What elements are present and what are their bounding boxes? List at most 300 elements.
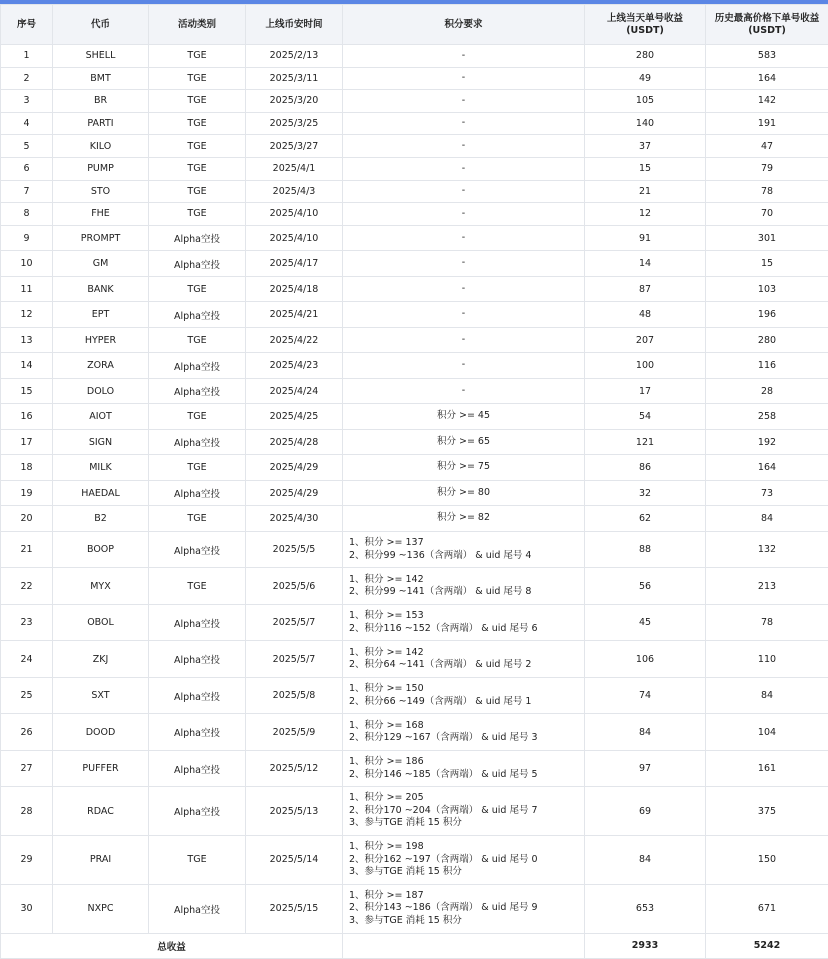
header-requirement: 积分要求: [343, 5, 585, 45]
cell-day-profit: 45: [585, 604, 706, 641]
cell-list-time: 2025/2/13: [246, 45, 343, 68]
cell-token: SHELL: [53, 45, 149, 68]
cell-type: TGE: [149, 568, 246, 605]
cell-type: TGE: [149, 67, 246, 90]
cell-requirement: [343, 506, 585, 532]
cell-list-time: 2025/3/27: [246, 135, 343, 158]
requirement-line: -: [345, 117, 582, 130]
cell-day-profit: 49: [585, 67, 706, 90]
cell-type: TGE: [149, 836, 246, 885]
cell-token: AIOT: [53, 404, 149, 430]
cell-index: 23: [1, 604, 53, 641]
requirement-line: 1、积分 >= 137: [349, 537, 582, 550]
total-label: 总收益: [1, 933, 343, 958]
cell-index: 1: [1, 45, 53, 68]
cell-index: 21: [1, 531, 53, 568]
cell-requirement: [343, 327, 585, 353]
cell-list-time: 2025/5/8: [246, 677, 343, 714]
cell-index: 11: [1, 276, 53, 302]
table-row: [1, 327, 828, 353]
requirement-line: 1、积分 >= 205: [349, 792, 582, 805]
requirement-line: 2、积分146 ~185（含两端） & uid 尾号 5: [349, 769, 582, 782]
requirement-line: 3、参与TGE 消耗 15 积分: [349, 915, 582, 928]
table-row: [1, 90, 828, 113]
cell-list-time: 2025/4/28: [246, 429, 343, 455]
cell-type: TGE: [149, 135, 246, 158]
cell-token: PRAI: [53, 836, 149, 885]
cell-token: EPT: [53, 302, 149, 328]
cell-max-profit: 164: [706, 455, 828, 481]
cell-max-profit: 103: [706, 276, 828, 302]
cell-type: Alpha空投: [149, 353, 246, 379]
cell-list-time: 2025/5/14: [246, 836, 343, 885]
cell-requirement: [343, 568, 585, 605]
cell-token: BOOP: [53, 531, 149, 568]
requirement-line: 1、积分 >= 186: [349, 756, 582, 769]
table-header-row: [1, 5, 828, 45]
cell-list-time: 2025/4/10: [246, 225, 343, 251]
table-row: [1, 276, 828, 302]
cell-type: TGE: [149, 276, 246, 302]
requirement-line: 1、积分 >= 142: [349, 647, 582, 660]
cell-index: 8: [1, 203, 53, 226]
requirement-line: 2、积分99 ~141（含两端） & uid 尾号 8: [349, 586, 582, 599]
cell-type: Alpha空投: [149, 787, 246, 836]
table-row: [1, 157, 828, 180]
header-day-profit-line2: (USDT): [587, 25, 703, 37]
requirement-line: 1、积分 >= 198: [349, 841, 582, 854]
cell-requirement: [343, 251, 585, 277]
cell-requirement: [343, 455, 585, 481]
cell-requirement: [343, 276, 585, 302]
cell-type: Alpha空投: [149, 302, 246, 328]
cell-list-time: 2025/4/18: [246, 276, 343, 302]
cell-day-profit: 48: [585, 302, 706, 328]
cell-index: 14: [1, 353, 53, 379]
cell-index: 6: [1, 157, 53, 180]
cell-index: 15: [1, 378, 53, 404]
table-row: [1, 455, 828, 481]
table-row: [1, 404, 828, 430]
requirement-line: -: [345, 208, 582, 221]
cell-token: FHE: [53, 203, 149, 226]
cell-day-profit: 12: [585, 203, 706, 226]
requirement-line: -: [345, 232, 582, 245]
cell-list-time: 2025/4/21: [246, 302, 343, 328]
cell-list-time: 2025/5/15: [246, 884, 343, 933]
cell-list-time: 2025/5/6: [246, 568, 343, 605]
cell-requirement: [343, 67, 585, 90]
cell-max-profit: 150: [706, 836, 828, 885]
cell-index: 26: [1, 714, 53, 751]
cell-day-profit: 97: [585, 750, 706, 787]
cell-list-time: 2025/4/17: [246, 251, 343, 277]
table-row: [1, 225, 828, 251]
cell-list-time: 2025/4/10: [246, 203, 343, 226]
header-day-profit-line1: 上线当天单号收益: [587, 13, 703, 25]
cell-type: TGE: [149, 404, 246, 430]
cell-max-profit: 375: [706, 787, 828, 836]
cell-list-time: 2025/5/7: [246, 604, 343, 641]
cell-day-profit: 86: [585, 455, 706, 481]
requirement-line: -: [345, 140, 582, 153]
cell-requirement: [343, 750, 585, 787]
cell-day-profit: 140: [585, 112, 706, 135]
table-row: [1, 836, 828, 885]
cell-list-time: 2025/4/24: [246, 378, 343, 404]
cell-max-profit: 15: [706, 251, 828, 277]
cell-day-profit: 88: [585, 531, 706, 568]
cell-requirement: [343, 714, 585, 751]
requirement-line: -: [345, 359, 582, 372]
cell-list-time: 2025/4/29: [246, 480, 343, 506]
cell-list-time: 2025/5/9: [246, 714, 343, 751]
requirement-line: 1、积分 >= 187: [349, 890, 582, 903]
table-row: [1, 714, 828, 751]
table-row: [1, 112, 828, 135]
header-day-profit: [585, 5, 706, 45]
cell-max-profit: 196: [706, 302, 828, 328]
cell-requirement: [343, 112, 585, 135]
total-requirement-cell: [343, 933, 585, 958]
table-row: [1, 604, 828, 641]
cell-requirement: [343, 45, 585, 68]
cell-max-profit: 164: [706, 67, 828, 90]
cell-type: Alpha空投: [149, 884, 246, 933]
cell-token: PUFFER: [53, 750, 149, 787]
cell-index: 12: [1, 302, 53, 328]
cell-day-profit: 32: [585, 480, 706, 506]
cell-index: 3: [1, 90, 53, 113]
cell-token: PUMP: [53, 157, 149, 180]
cell-list-time: 2025/4/23: [246, 353, 343, 379]
cell-type: Alpha空投: [149, 677, 246, 714]
cell-day-profit: 87: [585, 276, 706, 302]
cell-token: HAEDAL: [53, 480, 149, 506]
cell-requirement: [343, 302, 585, 328]
cell-day-profit: 100: [585, 353, 706, 379]
cell-type: TGE: [149, 180, 246, 203]
cell-token: STO: [53, 180, 149, 203]
cell-type: TGE: [149, 90, 246, 113]
cell-max-profit: 301: [706, 225, 828, 251]
requirement-line: 2、积分129 ~167（含两端） & uid 尾号 3: [349, 732, 582, 745]
table-row: [1, 531, 828, 568]
requirement-line: -: [345, 334, 582, 347]
cell-token: PARTI: [53, 112, 149, 135]
cell-index: 30: [1, 884, 53, 933]
cell-max-profit: 78: [706, 604, 828, 641]
cell-day-profit: 17: [585, 378, 706, 404]
header-max-profit-line1: 历史最高价格下单号收益: [708, 13, 826, 25]
cell-requirement: [343, 378, 585, 404]
requirement-line: 积分 >= 45: [345, 410, 582, 423]
requirement-line: -: [345, 308, 582, 321]
cell-index: 10: [1, 251, 53, 277]
table-row: [1, 884, 828, 933]
cell-list-time: 2025/3/20: [246, 90, 343, 113]
cell-requirement: [343, 353, 585, 379]
cell-max-profit: 192: [706, 429, 828, 455]
cell-token: BR: [53, 90, 149, 113]
cell-type: TGE: [149, 455, 246, 481]
table-body: [1, 45, 828, 934]
requirement-line: -: [345, 50, 582, 63]
requirement-line: 2、积分170 ~204（含两端） & uid 尾号 7: [349, 805, 582, 818]
requirement-line: -: [345, 163, 582, 176]
cell-type: TGE: [149, 112, 246, 135]
requirement-line: 2、积分162 ~197（含两端） & uid 尾号 0: [349, 854, 582, 867]
cell-day-profit: 106: [585, 641, 706, 678]
cell-list-time: 2025/4/22: [246, 327, 343, 353]
cell-token: SIGN: [53, 429, 149, 455]
requirement-line: 3、参与TGE 消耗 15 积分: [349, 817, 582, 830]
cell-type: Alpha空投: [149, 641, 246, 678]
requirement-line: -: [345, 95, 582, 108]
cell-day-profit: 105: [585, 90, 706, 113]
cell-type: Alpha空投: [149, 429, 246, 455]
requirement-line: 1、积分 >= 153: [349, 610, 582, 623]
requirement-line: 积分 >= 65: [345, 436, 582, 449]
total-day-profit: 2933: [585, 933, 706, 958]
cell-requirement: [343, 531, 585, 568]
cell-max-profit: 70: [706, 203, 828, 226]
table-row: [1, 480, 828, 506]
requirement-line: 2、积分143 ~186（含两端） & uid 尾号 9: [349, 902, 582, 915]
cell-type: Alpha空投: [149, 750, 246, 787]
header-list-time: 上线币安时间: [246, 5, 343, 45]
requirement-line: 2、积分99 ~136（含两端） & uid 尾号 4: [349, 550, 582, 563]
cell-max-profit: 583: [706, 45, 828, 68]
cell-requirement: [343, 135, 585, 158]
table-row: [1, 135, 828, 158]
cell-index: 29: [1, 836, 53, 885]
airdrop-table: [0, 4, 828, 959]
cell-list-time: 2025/4/25: [246, 404, 343, 430]
cell-day-profit: 21: [585, 180, 706, 203]
cell-token: MYX: [53, 568, 149, 605]
cell-max-profit: 84: [706, 506, 828, 532]
requirement-line: 1、积分 >= 150: [349, 683, 582, 696]
cell-index: 9: [1, 225, 53, 251]
requirement-line: -: [345, 72, 582, 85]
cell-token: DOLO: [53, 378, 149, 404]
cell-index: 27: [1, 750, 53, 787]
cell-day-profit: 62: [585, 506, 706, 532]
cell-day-profit: 91: [585, 225, 706, 251]
cell-requirement: [343, 677, 585, 714]
cell-token: NXPC: [53, 884, 149, 933]
table-row: [1, 568, 828, 605]
cell-index: 19: [1, 480, 53, 506]
cell-requirement: [343, 404, 585, 430]
cell-day-profit: 653: [585, 884, 706, 933]
table-row: [1, 353, 828, 379]
cell-day-profit: 37: [585, 135, 706, 158]
cell-requirement: [343, 225, 585, 251]
cell-requirement: [343, 641, 585, 678]
table-row: [1, 302, 828, 328]
cell-list-time: 2025/5/13: [246, 787, 343, 836]
cell-list-time: 2025/5/7: [246, 641, 343, 678]
cell-token: GM: [53, 251, 149, 277]
cell-day-profit: 207: [585, 327, 706, 353]
cell-token: MILK: [53, 455, 149, 481]
header-max-profit: [706, 5, 828, 45]
header-max-profit-line2: (USDT): [708, 25, 826, 37]
cell-type: TGE: [149, 157, 246, 180]
cell-day-profit: 54: [585, 404, 706, 430]
table-row: [1, 180, 828, 203]
cell-day-profit: 74: [585, 677, 706, 714]
cell-type: Alpha空投: [149, 604, 246, 641]
cell-token: PROMPT: [53, 225, 149, 251]
cell-list-time: 2025/3/11: [246, 67, 343, 90]
cell-token: BANK: [53, 276, 149, 302]
table-row: [1, 429, 828, 455]
cell-max-profit: 132: [706, 531, 828, 568]
requirement-line: 3、参与TGE 消耗 15 积分: [349, 866, 582, 879]
table-row: [1, 677, 828, 714]
table-row: [1, 67, 828, 90]
cell-requirement: [343, 180, 585, 203]
cell-token: BMT: [53, 67, 149, 90]
requirement-line: 积分 >= 80: [345, 487, 582, 500]
requirement-line: -: [345, 257, 582, 270]
cell-max-profit: 258: [706, 404, 828, 430]
cell-max-profit: 671: [706, 884, 828, 933]
cell-max-profit: 84: [706, 677, 828, 714]
cell-index: 22: [1, 568, 53, 605]
cell-type: Alpha空投: [149, 251, 246, 277]
cell-index: 4: [1, 112, 53, 135]
requirement-line: 1、积分 >= 168: [349, 720, 582, 733]
cell-requirement: [343, 480, 585, 506]
cell-day-profit: 280: [585, 45, 706, 68]
table-row: [1, 787, 828, 836]
header-token: 代币: [53, 5, 149, 45]
requirement-line: 2、积分116 ~152（含两端） & uid 尾号 6: [349, 623, 582, 636]
cell-list-time: 2025/5/12: [246, 750, 343, 787]
cell-token: SXT: [53, 677, 149, 714]
cell-index: 2: [1, 67, 53, 90]
cell-list-time: 2025/4/1: [246, 157, 343, 180]
table-row: [1, 203, 828, 226]
cell-day-profit: 121: [585, 429, 706, 455]
total-row: [1, 933, 828, 958]
cell-list-time: 2025/4/30: [246, 506, 343, 532]
cell-index: 13: [1, 327, 53, 353]
cell-max-profit: 191: [706, 112, 828, 135]
cell-requirement: [343, 884, 585, 933]
cell-index: 17: [1, 429, 53, 455]
cell-type: TGE: [149, 506, 246, 532]
cell-type: Alpha空投: [149, 480, 246, 506]
cell-max-profit: 28: [706, 378, 828, 404]
cell-token: DOOD: [53, 714, 149, 751]
cell-token: ZKJ: [53, 641, 149, 678]
cell-list-time: 2025/4/3: [246, 180, 343, 203]
cell-max-profit: 161: [706, 750, 828, 787]
cell-token: ZORA: [53, 353, 149, 379]
cell-index: 18: [1, 455, 53, 481]
cell-type: TGE: [149, 327, 246, 353]
cell-token: RDAC: [53, 787, 149, 836]
cell-day-profit: 84: [585, 714, 706, 751]
table-row: [1, 251, 828, 277]
table-row: [1, 641, 828, 678]
cell-day-profit: 84: [585, 836, 706, 885]
table-row: [1, 45, 828, 68]
cell-index: 28: [1, 787, 53, 836]
requirement-line: -: [345, 385, 582, 398]
cell-list-time: 2025/4/29: [246, 455, 343, 481]
cell-max-profit: 213: [706, 568, 828, 605]
cell-type: TGE: [149, 45, 246, 68]
cell-token: OBOL: [53, 604, 149, 641]
cell-requirement: [343, 429, 585, 455]
cell-max-profit: 79: [706, 157, 828, 180]
requirement-line: 积分 >= 82: [345, 512, 582, 525]
requirement-line: 2、积分66 ~149（含两端） & uid 尾号 1: [349, 696, 582, 709]
cell-token: KILO: [53, 135, 149, 158]
cell-list-time: 2025/5/5: [246, 531, 343, 568]
cell-list-time: 2025/3/25: [246, 112, 343, 135]
cell-requirement: [343, 787, 585, 836]
cell-max-profit: 110: [706, 641, 828, 678]
cell-requirement: [343, 203, 585, 226]
cell-day-profit: 15: [585, 157, 706, 180]
cell-requirement: [343, 90, 585, 113]
cell-type: Alpha空投: [149, 714, 246, 751]
total-max-profit: 5242: [706, 933, 828, 958]
cell-token: B2: [53, 506, 149, 532]
cell-token: HYPER: [53, 327, 149, 353]
header-index: 序号: [1, 5, 53, 45]
cell-index: 25: [1, 677, 53, 714]
cell-max-profit: 78: [706, 180, 828, 203]
cell-max-profit: 280: [706, 327, 828, 353]
table-row: [1, 750, 828, 787]
cell-day-profit: 69: [585, 787, 706, 836]
cell-max-profit: 47: [706, 135, 828, 158]
cell-index: 24: [1, 641, 53, 678]
cell-max-profit: 142: [706, 90, 828, 113]
cell-max-profit: 116: [706, 353, 828, 379]
cell-type: TGE: [149, 203, 246, 226]
cell-requirement: [343, 836, 585, 885]
cell-type: Alpha空投: [149, 378, 246, 404]
requirement-line: -: [345, 185, 582, 198]
table-row: [1, 506, 828, 532]
cell-type: Alpha空投: [149, 531, 246, 568]
cell-max-profit: 73: [706, 480, 828, 506]
table-row: [1, 378, 828, 404]
cell-max-profit: 104: [706, 714, 828, 751]
requirement-line: 积分 >= 75: [345, 461, 582, 474]
cell-requirement: [343, 157, 585, 180]
cell-day-profit: 56: [585, 568, 706, 605]
requirement-line: 2、积分64 ~141（含两端） & uid 尾号 2: [349, 659, 582, 672]
cell-type: Alpha空投: [149, 225, 246, 251]
cell-day-profit: 14: [585, 251, 706, 277]
cell-index: 16: [1, 404, 53, 430]
requirement-line: 1、积分 >= 142: [349, 574, 582, 587]
cell-requirement: [343, 604, 585, 641]
cell-index: 5: [1, 135, 53, 158]
cell-index: 20: [1, 506, 53, 532]
header-type: 活动类别: [149, 5, 246, 45]
